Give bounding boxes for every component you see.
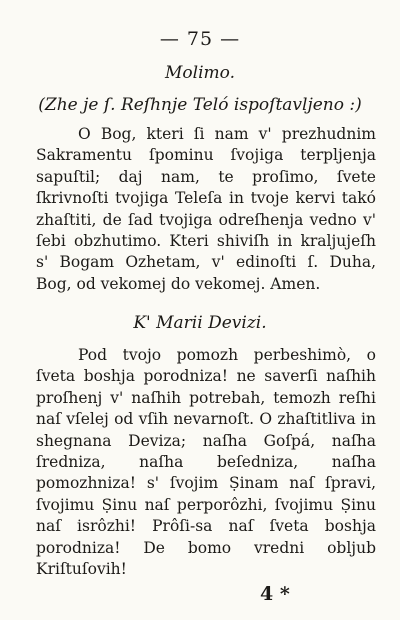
page-number: — 75 —	[159, 28, 241, 50]
marian-prayer-paragraph: Pod tvojo pomozh perbeshimò, o ſveta boshja porodniza! ne saverſi naſhih proſhenj v' naſhih potrebah, temozh reſhi naſ vſelej od vſih nevarnoſt. O zhaſtitliva in shegnana Deviza; naſha Goſpá, naſha ſredniza, naſha beſedniza, naſha pomozhniza! s' ſvojim Ṣinam naſ ſpravi, ſvojimu Ṣinu naſ perporôzhi, ſvojimu Ṣinu naſ isrôzhi! Prôſi-sa naſ ſveta boshja porodniza! De bomo vredni obljub Kriſtuſovih!	[36, 346, 376, 579]
prayer-paragraph: O Bog, kteri ſi nam v' prezhudnim Sakramentu ſpominu ſvojiga terpljenja sapuſtil; daj nam, te proſimo, ſvete ſkrivnoſti tvojiga Teleſa in tvoje kervi takó zhaſtiti, de ſad tvojiga odreſhenja vedno v' ſebi obzhutimo. Kteri shiviſh in kraljujeſh s' Bogam Ozhetam, v' edinoſti ſ. Duha, Bog, od vekomej do vekomej. Amen.	[36, 125, 376, 293]
prayer-title: Molimo.	[165, 63, 235, 83]
marian-prayer-title: K' Marii Devizi.	[133, 313, 267, 333]
prayer-subtitle: (Zhe je ſ. Reſhnje Teló ispoſtavljeno :)	[38, 95, 362, 115]
signature-mark: 4 *	[260, 583, 290, 605]
